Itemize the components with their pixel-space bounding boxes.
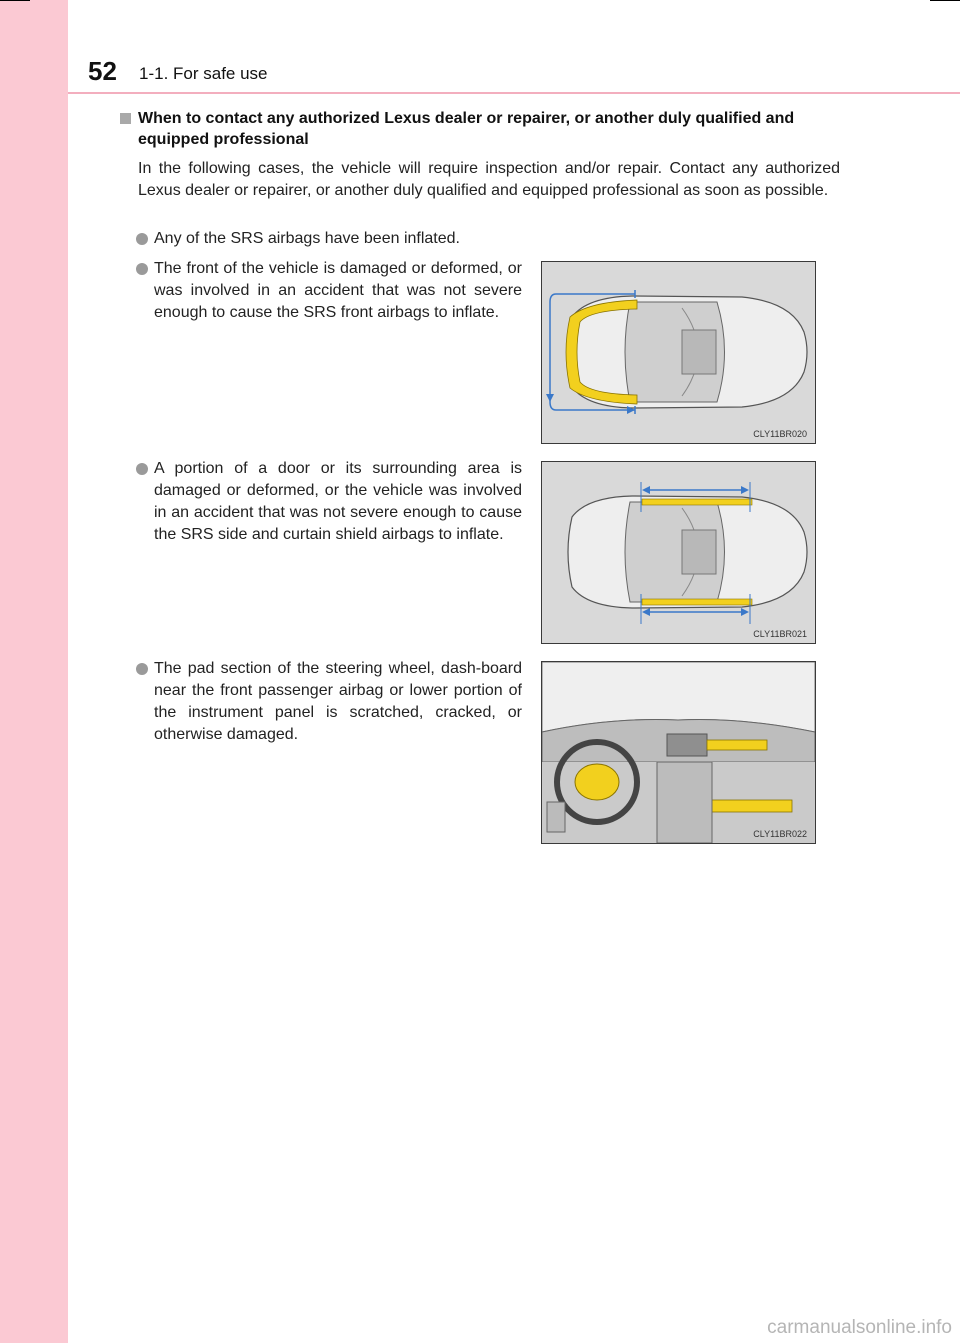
bullet-dot-icon [136, 263, 148, 275]
figure-code: CLY11BR022 [753, 829, 807, 839]
dashboard-interior-icon [542, 662, 815, 843]
intro-paragraph: In the following cases, the vehicle will require inspection and/or repair. Contact any authorized Lexus dealer or repairer, or another duly qualified and equipped professional as soon as possible. [138, 160, 840, 199]
car-top-view-front-icon [542, 262, 815, 443]
bullet-text: A portion of a door or its surrounding area is damaged or deformed, or the vehicle was involved in an accident that was not severe enough to cause the SRS side and curtain shield airbags to inflate. [154, 460, 522, 543]
list-item [136, 228, 836, 250]
figure-code: CLY11BR021 [753, 629, 807, 639]
crop-mark-left [0, 0, 30, 1]
section-heading [120, 108, 840, 150]
page-sidebar-tab [0, 0, 68, 1343]
bullet-dot-icon [136, 463, 148, 475]
section-title: 1-1. For safe use [139, 64, 268, 83]
front-airbag-figure [541, 261, 816, 444]
bullet-item [136, 658, 522, 746]
bullet-text: Any of the SRS airbags have been inflated. [154, 230, 460, 247]
bullet-item [136, 458, 522, 546]
main-content [120, 108, 840, 202]
bullet-text: The front of the vehicle is damaged or deformed, or was involved in an accident that was not severe enough to cause the SRS front airbags to inflate. [154, 260, 522, 321]
side-airbag-figure [541, 461, 816, 644]
bullet-item [136, 258, 522, 324]
section-heading-text: When to contact any authorized Lexus dealer or repairer, or another duly qualified and equipped professional [138, 110, 795, 148]
bullet-text: The pad section of the steering wheel, dash-board near the front passenger airbag or lower portion of the instrument panel is scratched, cracked, or otherwise damaged. [154, 660, 522, 743]
car-top-view-side-icon [542, 462, 815, 643]
page-header [68, 0, 960, 94]
page-number: 52 [88, 56, 117, 86]
watermark-text: carmanualsonline.info [767, 1317, 952, 1338]
bullet-item [136, 228, 834, 250]
bullet-dot-icon [136, 233, 148, 245]
dashboard-airbag-figure [541, 661, 816, 844]
square-bullet-icon [120, 113, 131, 124]
bullet-dot-icon [136, 663, 148, 675]
figure-code: CLY11BR020 [753, 429, 807, 439]
header-rule [68, 92, 960, 94]
